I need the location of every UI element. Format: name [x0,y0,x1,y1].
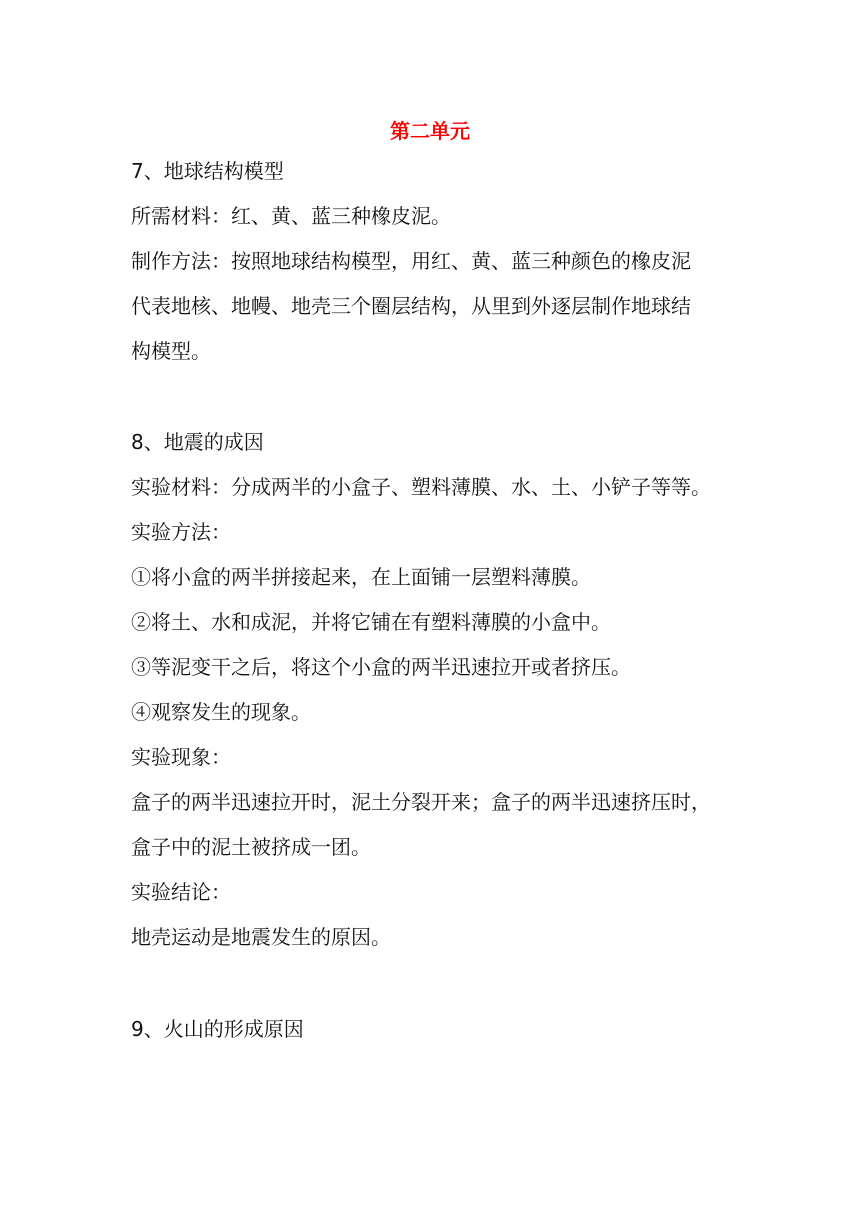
section-8-step-1: ①将小盒的两半拼接起来，在上面铺一层塑料薄膜。 [131,565,591,589]
section-9-heading: 9、火山的形成原因 [131,1017,304,1041]
section-8-phenomenon-line-1: 盒子的两半迅速拉开时，泥土分裂开来；盒子的两半迅速挤压时， [131,790,711,814]
section-7-materials: 所需材料：红、黄、蓝三种橡皮泥。 [131,204,451,228]
section-7-heading: 7、地球结构模型 [131,159,284,183]
section-8-conclusion: 地壳运动是地震发生的原因。 [131,925,391,949]
section-7-method-line-2: 代表地核、地幔、地壳三个圈层结构，从里到外逐层制作地球结 [131,294,691,318]
section-8-step-4: ④观察发生的现象。 [131,700,311,724]
section-8-conclusion-label: 实验结论： [131,880,231,904]
unit-title: 第二单元 [390,119,470,143]
section-7-method-line-3: 构模型。 [131,339,211,363]
section-8-method-label: 实验方法： [131,520,231,544]
section-8-step-3: ③等泥变干之后，将这个小盒的两半迅速拉开或者挤压。 [131,655,631,679]
section-8-phenomenon-label: 实验现象： [131,745,231,769]
section-8-step-2: ②将土、水和成泥，并将它铺在有塑料薄膜的小盒中。 [131,610,611,634]
section-8-materials: 实验材料：分成两半的小盒子、塑料薄膜、水、土、小铲子等等。 [131,475,711,499]
section-7-method-line-1: 制作方法：按照地球结构模型，用红、黄、蓝三种颜色的橡皮泥 [131,249,691,273]
section-8-phenomenon-line-2: 盒子中的泥土被挤成一团。 [131,835,371,859]
section-8-heading: 8、地震的成因 [131,430,264,454]
